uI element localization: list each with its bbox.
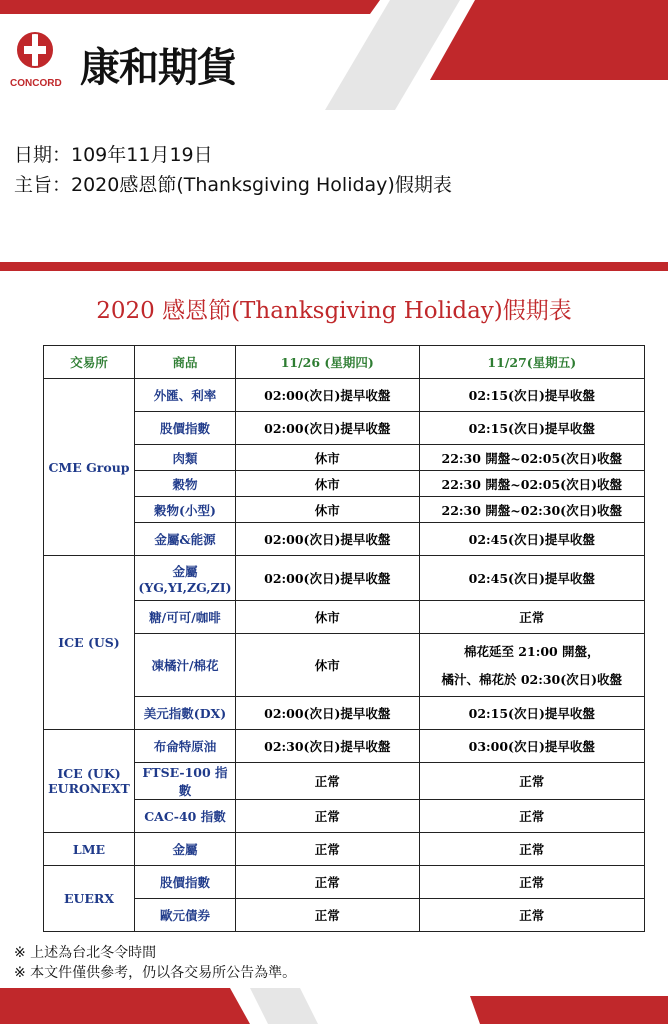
brand-name: 康和期貨 — [80, 45, 236, 91]
friday-cell — [419, 634, 644, 697]
product-cell: 股價指數 — [134, 412, 235, 445]
table-row — [44, 899, 645, 932]
product-cell: 肉類 — [134, 445, 235, 471]
exchange-cell: ICE (UK) EURONEXT — [44, 730, 135, 833]
exchange-cell: CME Group — [44, 379, 135, 556]
footnote-disclaimer: ※ 本文件僅供參考，仍以各交易所公告為準。 — [14, 965, 297, 981]
section-divider — [0, 262, 668, 271]
friday-cell: 正常 — [419, 866, 644, 899]
product-cell: 金屬&能源 — [134, 523, 235, 556]
table-row — [44, 730, 645, 763]
table-row — [44, 497, 645, 523]
friday-cell: 02:45(次日)提早收盤 — [419, 556, 644, 601]
table-row — [44, 763, 645, 800]
thursday-cell: 休市 — [235, 601, 419, 634]
table-row — [44, 523, 645, 556]
table-row — [44, 866, 645, 899]
friday-cell: 22:30 開盤~02:30(次日)收盤 — [419, 497, 644, 523]
thursday-cell: 休市 — [235, 445, 419, 471]
thursday-cell: 02:00(次日)提早收盤 — [235, 412, 419, 445]
thursday-cell: 正常 — [235, 833, 419, 866]
product-cell: CAC-40 指數 — [134, 800, 235, 833]
friday-cell: 正常 — [419, 800, 644, 833]
table-row — [44, 697, 645, 730]
friday-cell: 02:15(次日)提早收盤 — [419, 379, 644, 412]
thursday-cell: 休市 — [235, 634, 419, 697]
header-product: 商品 — [134, 346, 235, 379]
thursday-cell: 正常 — [235, 800, 419, 833]
exchange-cell: LME — [44, 833, 135, 866]
table-row — [44, 445, 645, 471]
subject-line: 主旨：2020感恩節(Thanksgiving Holiday)假期表 — [14, 174, 452, 196]
table-row — [44, 379, 645, 412]
header-exchange: 交易所 — [44, 346, 135, 379]
friday-cell: 22:30 開盤~02:05(次日)收盤 — [419, 471, 644, 497]
table-row — [44, 833, 645, 866]
table-row — [44, 800, 645, 833]
thursday-cell: 正常 — [235, 899, 419, 932]
product-cell: 布侖特原油 — [134, 730, 235, 763]
exchange-cell: ICE (US) — [44, 556, 135, 730]
table-row — [44, 471, 645, 497]
thursday-cell: 休市 — [235, 471, 419, 497]
product-cell: 美元指數(DX) — [134, 697, 235, 730]
company-logo — [8, 28, 78, 90]
footnote-timezone: ※ 上述為台北冬令時間 — [14, 945, 157, 961]
exchange-cell: EUERX — [44, 866, 135, 932]
product-cell: 金屬 (YG,YI,ZG,ZI) — [134, 556, 235, 601]
friday-cell: 正常 — [419, 833, 644, 866]
friday-cell: 正常 — [419, 899, 644, 932]
thursday-cell: 02:00(次日)提早收盤 — [235, 523, 419, 556]
friday-cell: 正常 — [419, 763, 644, 800]
friday-cell-line2: 橘汁、棉花於 02:30(次日)收盤 — [441, 672, 623, 687]
friday-cell: 02:15(次日)提早收盤 — [419, 697, 644, 730]
friday-cell: 03:00(次日)提早收盤 — [419, 730, 644, 763]
table-header-row — [44, 346, 645, 379]
table-row — [44, 556, 645, 601]
thursday-cell: 正常 — [235, 763, 419, 800]
holiday-table — [43, 345, 645, 932]
product-cell: 外匯、利率 — [134, 379, 235, 412]
thursday-cell: 休市 — [235, 497, 419, 523]
product-cell: 金屬 — [134, 833, 235, 866]
product-cell: 穀物(小型) — [134, 497, 235, 523]
table-row — [44, 412, 645, 445]
thursday-cell: 02:00(次日)提早收盤 — [235, 697, 419, 730]
date-line: 日期：109年11月19日 — [14, 144, 213, 166]
thursday-cell: 02:00(次日)提早收盤 — [235, 556, 419, 601]
product-cell: 穀物 — [134, 471, 235, 497]
friday-cell: 22:30 開盤~02:05(次日)收盤 — [419, 445, 644, 471]
product-cell: 凍橘汁/棉花 — [134, 634, 235, 697]
footer-band — [0, 988, 668, 1024]
product-cell: FTSE-100 指數 — [134, 763, 235, 800]
friday-cell: 正常 — [419, 601, 644, 634]
thursday-cell: 02:30(次日)提早收盤 — [235, 730, 419, 763]
table-row — [44, 634, 645, 697]
logo-text: CONCORD — [10, 78, 62, 89]
table-row — [44, 601, 645, 634]
header-thursday: 11/26 (星期四) — [235, 346, 419, 379]
table-title: 2020 感恩節(Thanksgiving Holiday)假期表 — [96, 298, 572, 324]
thursday-cell: 正常 — [235, 866, 419, 899]
product-cell: 股價指數 — [134, 866, 235, 899]
friday-cell: 02:45(次日)提早收盤 — [419, 523, 644, 556]
product-cell: 歐元債券 — [134, 899, 235, 932]
header-friday: 11/27(星期五) — [419, 346, 644, 379]
product-cell: 糖/可可/咖啡 — [134, 601, 235, 634]
friday-cell: 02:15(次日)提早收盤 — [419, 412, 644, 445]
friday-cell-line1: 棉花延至 21:00 開盤， — [463, 644, 600, 659]
thursday-cell: 02:00(次日)提早收盤 — [235, 379, 419, 412]
